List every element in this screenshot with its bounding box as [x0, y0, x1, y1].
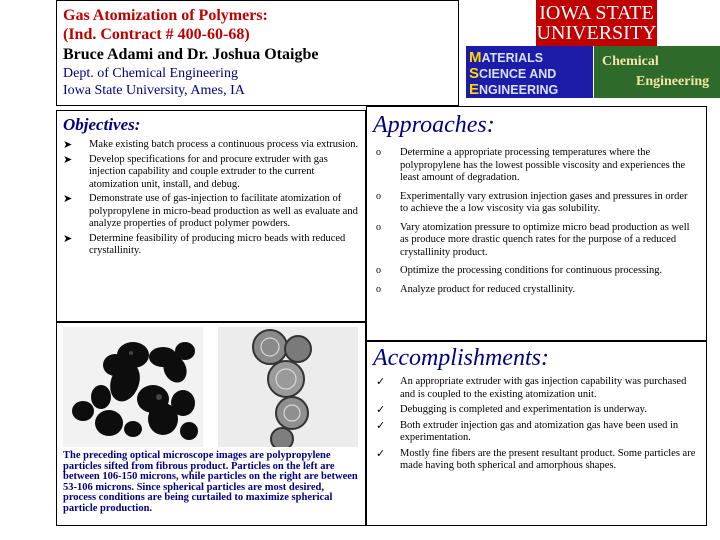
list-item [373, 420, 698, 445]
objective-text: Make existing batch process a continuous process via extrusion. [89, 139, 359, 150]
chemical-engineering-logo [594, 46, 720, 98]
circle-bullet-icon: o [376, 221, 381, 233]
approach-text: Experimentally vary extrusion injection gases and pressures in order to achieve the a low viscosity via gas solubility. [400, 190, 688, 214]
accomplishment-text: Debugging is completed and experimentation is underway. [400, 404, 647, 415]
checkmark-icon: ✓ [376, 404, 386, 416]
list-item [373, 265, 698, 278]
list-item [373, 222, 698, 260]
isu-logo-line1: IOWA STATE [539, 2, 654, 24]
particles-right-graphic [218, 327, 358, 447]
microscope-images-panel [56, 322, 366, 526]
particles-left-graphic [63, 327, 203, 447]
checkmark-icon: ✓ [376, 447, 386, 460]
list-item [63, 139, 359, 152]
circle-bullet-icon: o [376, 147, 381, 158]
arrow-bullet-icon: ➤ [63, 232, 73, 245]
che-line2: Engineering [636, 74, 710, 89]
accomplishments-list [373, 376, 698, 473]
approaches-box [366, 106, 707, 341]
circle-bullet-icon: o [376, 283, 381, 295]
iowa-state-logo [536, 0, 657, 46]
list-item [63, 154, 359, 192]
list-item [373, 404, 698, 417]
accomplishments-box [366, 341, 707, 526]
circle-bullet-icon: o [376, 190, 381, 202]
list-item [373, 376, 698, 401]
objective-text: Demonstrate use of gas-injection to facilitate atomization of polypropylene in micro-bead production as well as evaluate and analyze properties of product polymer powders. [89, 193, 358, 229]
list-item [373, 147, 698, 185]
approaches-heading: Approaches: [373, 112, 495, 138]
checkmark-icon: ✓ [376, 376, 386, 388]
title-line2: (Ind. Contract # 400-60-68) [63, 26, 250, 43]
mse-line2: CIENCE AND [479, 67, 557, 81]
mse-cap-s: S [469, 65, 480, 82]
approach-text: Vary atomization pressure to optimize micro bead production as well as produce more drastic quench rates for the purpose of a reduced crystallinity product. [400, 221, 690, 258]
objective-text: Determine feasibility of producing micro beads with reduced crystallinity. [89, 232, 346, 256]
list-item [63, 233, 359, 258]
arrow-bullet-icon: ➤ [63, 139, 73, 151]
mse-cap-e: E [469, 81, 480, 98]
department: Dept. of Chemical Engineering [63, 66, 238, 81]
authors: Bruce Adami and Dr. Joshua Otaigbe [63, 46, 319, 63]
objectives-box [56, 110, 366, 322]
che-line1: Chemical [602, 54, 659, 69]
objectives-list [63, 139, 359, 258]
objectives-heading: Objectives: [63, 115, 141, 134]
accomplishments-heading: Accomplishments: [373, 345, 549, 371]
approach-text: Analyze product for reduced crystallinity. [400, 283, 576, 295]
microscope-image-right [218, 327, 358, 447]
arrow-bullet-icon: ➤ [63, 153, 73, 166]
approach-text: Optimize the processing conditions for continuous processing. [400, 265, 663, 276]
list-item [373, 191, 698, 216]
objective-text: Develop specifications for and procure extruder with gas injection capability and couple extruder to the current atomization unit, install, and debug. [89, 153, 328, 190]
circle-bullet-icon: o [376, 265, 381, 276]
arrow-bullet-icon: ➤ [63, 193, 73, 205]
materials-science-logo [466, 46, 593, 98]
mse-cap-m: M [469, 49, 482, 66]
image-caption: The preceding optical microscope images are polypropylene particles sifted from fibrous product. Particles on the left are between 106-150 microns, while particles on the right are between 53-106 microns. Since spherical particles are most desired, process conditions are being curtailed to maximize spherical particle production. [63, 450, 358, 514]
header-box [56, 0, 459, 106]
approaches-list [373, 147, 698, 296]
list-item [373, 284, 698, 297]
mse-line3: NGINEERING [479, 83, 559, 97]
isu-logo-line2: UNIVERSITY [536, 22, 657, 44]
list-item [373, 448, 698, 473]
list-item [63, 193, 359, 231]
checkmark-icon: ✓ [376, 419, 386, 432]
university: Iowa State University, Ames, IA [63, 83, 245, 98]
microscope-image-left [63, 327, 203, 447]
mse-line1: ATERIALS [481, 51, 544, 65]
accomplishment-text: Mostly fine fibers are the present resultant product. Some particles are made having both spherical and amorphous shapes. [400, 447, 696, 471]
accomplishment-text: Both extruder injection gas and atomization gas have been used in experimentation. [400, 419, 679, 443]
accomplishment-text: An appropriate extruder with gas injection capability was purchased and is coupled to the existing atomization unit. [400, 376, 687, 400]
approach-text: Determine a appropriate processing temperatures where the polypropylene has the lowest possible viscosity and experiences the least amount of degradation. [400, 147, 686, 183]
title-line1: Gas Atomization of Polymers: [63, 7, 268, 24]
